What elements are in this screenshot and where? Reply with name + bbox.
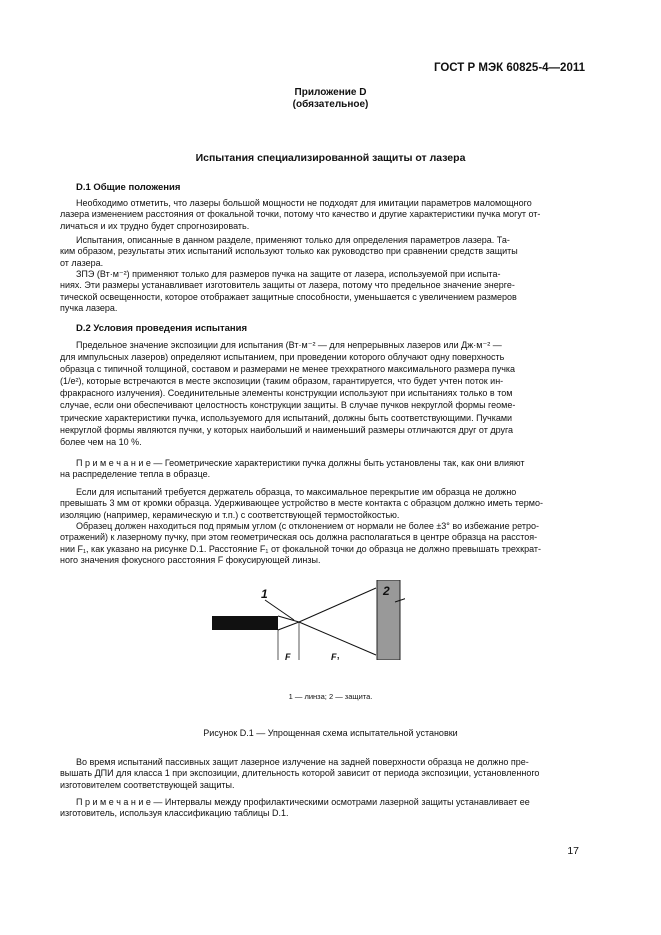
note xyxy=(60,797,583,820)
text-line: ким образом, результаты этих испытаний используют только как руководство при сравнении средств защиты xyxy=(60,246,518,257)
figure-d1-diagram xyxy=(205,580,405,660)
text-line: Предельное значение экспозиции для испытания (Вт·м⁻² — для непрерывных лазеров или Дж·м⁻² — xyxy=(76,340,502,350)
doc-title: Испытания специализированной защиты от лазера xyxy=(195,152,466,164)
note xyxy=(60,458,583,481)
text-line: Испытания, описанные в данном разделе, применяют только для определения параметров лазера. Та- xyxy=(76,235,510,245)
text-line: превышать 3 мм от кромки образца. Удерживающее устройство в месте контакта с образцом должно иметь термо- xyxy=(60,498,543,509)
text-line: П р и м е ч а н и е — Геометрические характеристики пучка должны быть установлены так, как они влияют xyxy=(76,458,525,468)
beam-line xyxy=(278,622,299,630)
beam-line xyxy=(278,616,299,622)
text-line: более чем на 10 %. xyxy=(60,436,142,447)
paragraph xyxy=(60,487,583,521)
dimension-label-f1: F₁ xyxy=(331,652,340,660)
text-line: вышать ДПИ для класса 1 при экспозиции, длительность которой зависит от периода экспозиции, установленного xyxy=(60,768,540,779)
text-line: тической освещенности, которое отображает защитные способности, уменьшается с увеличением размеров xyxy=(60,291,517,302)
laser-source xyxy=(212,616,278,630)
section-heading-d2: D.2 Условия проведения испытания xyxy=(76,323,248,334)
text-line: изоляцию (например, керамическую и т.п.) с соответствующей термостойкостью. xyxy=(60,509,400,520)
text-line: (1/e²), которые встречаются в месте экспозиции (таким образом, гарантируется, что будет учтен поток ин- xyxy=(60,376,504,387)
text-line: нии F₁, как указано на рисунке D.1. Расстояние F₁ от фокальной точки до образца не должно превышать трехкрат- xyxy=(60,543,542,554)
text-line: образца с типичной толщиной, составом и размерами не менее трехкратного максимального размера пучка xyxy=(60,364,516,375)
section-heading-d1: D.1 Общие положения xyxy=(76,182,181,193)
text-line: на распределение тепла в образце. xyxy=(60,469,211,480)
text-line: некруглой формы являются пучки, у которых наибольший и наименьший размеры отличаются друг от друга xyxy=(60,424,514,435)
text-line: П р и м е ч а н и е — Интервалы между профилактическими осмотрами лазерной защиты устанавливает ее xyxy=(76,797,530,807)
paragraph xyxy=(60,757,583,791)
text-line: ЗПЭ (Вт·м⁻²) применяют только для размеров пучка на защите от лазера, используемой при испыта- xyxy=(76,269,501,279)
paragraph xyxy=(60,235,583,269)
text-line: пучка лазера. xyxy=(60,302,118,313)
text-line: отражений) к лазерному пучку, при этом геометрическая ось должна располагаться в центре образца на расстоя- xyxy=(60,532,538,543)
document-header: ГОСТ Р МЭК 60825-4—2011 xyxy=(433,62,585,74)
annex-status: (обязательное) xyxy=(292,99,369,110)
text-line: случае, если они обеспечивают целостность конструкции защиты. В случае пучков некруглой формы геоме- xyxy=(60,400,516,411)
paragraph xyxy=(60,198,583,232)
beam-line xyxy=(299,622,376,655)
annex-heading xyxy=(0,87,661,111)
text-line: Образец должен находиться под прямым углом (с отклонением от нормали не более ±3° во избежание ретро- xyxy=(76,521,539,531)
text-line: ного значения фокусного расстояния F фокусирующей линзы. xyxy=(60,554,321,565)
paragraph xyxy=(60,521,583,566)
text-line: личаться и их трудно будет спрогнозировать. xyxy=(60,220,250,231)
beam-line xyxy=(299,588,376,622)
text-line: лазера изменением расстояния от фокальной точки, потому что качество и другие характеристики пучка могут от- xyxy=(60,209,541,220)
figure-caption: Рисунок D.1 — Упрощенная схема испытательной установки xyxy=(203,728,458,738)
dimension-label-f: F xyxy=(285,652,291,660)
text-line: трические характеристики пучка, используемого для испытаний, должны быть соответствующими. Пучками xyxy=(60,412,513,423)
figure-legend: 1 — линза; 2 — защита. xyxy=(288,692,373,701)
figure-label-1: 1 xyxy=(261,587,268,601)
text-line: от лазера. xyxy=(60,257,104,268)
annex-title: Приложение D xyxy=(294,87,367,98)
text-line: фракрасного излучения). Соединительные элементы конструкции используют при испытаниях только в том xyxy=(60,388,513,399)
text-line: Во время испытаний пассивных защит лазерное излучение на задней поверхности образца не должно пре- xyxy=(76,757,529,767)
paragraph xyxy=(60,339,583,448)
text-line: ниях. Эти размеры устанавливает изготовитель защиты от лазера, потому что предельное значение энерге- xyxy=(60,280,515,291)
text-line: изготовитель, используя классификацию таблицы D.1. xyxy=(60,808,289,819)
text-line: Если для испытаний требуется держатель образца, то максимальное перекрытие им образца не должно xyxy=(76,487,517,497)
text-line: изготовителем соответствующей защиты. xyxy=(60,779,235,790)
figure-label-2: 2 xyxy=(383,584,390,598)
paragraph xyxy=(60,269,583,314)
text-line: Необходимо отметить, что лазеры большой мощности не подходят для имитации параметров маломощного xyxy=(76,198,532,208)
text-line: для импульсных лазеров) определяют испытанием, при проведении которого облучают одну поверхность xyxy=(60,352,505,363)
page-number: 17 xyxy=(567,845,579,857)
